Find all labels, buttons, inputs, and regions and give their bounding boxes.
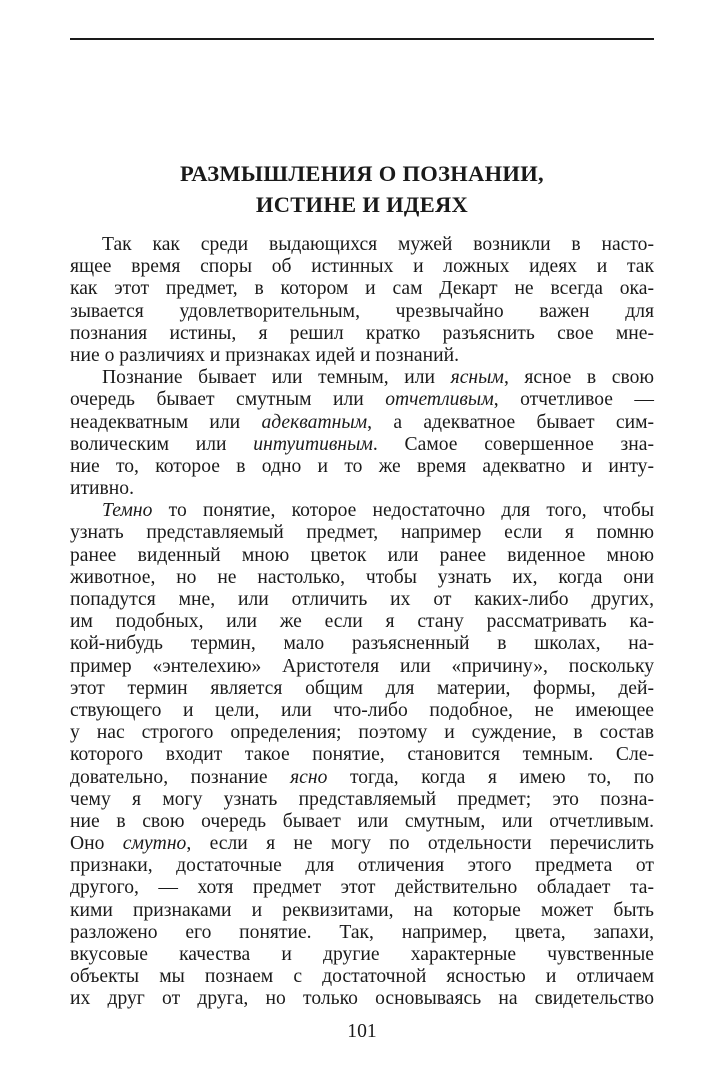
text-run: тогда, когда я имею то, по (327, 766, 654, 788)
text-run: очередь бывает смутным или (70, 389, 386, 411)
text-run: довательно, познание (70, 766, 291, 788)
text-run: Познание бывает или темным, или (102, 367, 451, 389)
top-rule (70, 38, 654, 40)
text-line: ранее виденный мною цветок или ранее виденное мною (70, 544, 654, 566)
text-line: ние в свою очередь бывает или смутным, или отчетливым. (70, 810, 654, 832)
text-run: , отчетливое — (493, 389, 654, 411)
paragraph (70, 500, 654, 1010)
text-line: ствующего и цели, или что-либо подобное, не имеющее (70, 699, 654, 721)
text-line (70, 500, 654, 522)
text-line: объекты мы познаем с достаточной ясностью и отличаем (70, 966, 654, 988)
text-line: как этот предмет, в котором и сам Декарт не всегда ока- (70, 278, 654, 300)
chapter-title-line-2: ИСТИНЕ И ИДЕЯХ (255, 192, 469, 217)
text-line: им подобных, или же если я стану рассматривать ка- (70, 611, 654, 633)
text-line: вкусовые качества и другие характерные чувственные (70, 944, 654, 965)
emphasized-term: Темно (102, 500, 153, 522)
chapter-title-line-1: РАЗМЫШЛЕНИЯ О ПОЗНАНИИ, (180, 161, 544, 186)
text-line: ящее время споры об истинных и ложных идеях и так (70, 256, 654, 278)
emphasized-term: интуитивным (253, 433, 373, 455)
text-run: , ясное в свою (503, 367, 654, 389)
text-line: узнать представляемый предмет, например если я помню (70, 522, 654, 544)
text-line: которого входит такое понятие, становится темным. Сле- (70, 744, 654, 766)
paragraph (70, 234, 654, 367)
text-run: волическим или (70, 433, 254, 455)
text-line (70, 389, 654, 411)
text-line: животное, но не настолько, чтобы узнать их, когда они (70, 566, 654, 588)
page-number: 101 (347, 1021, 377, 1042)
emphasized-term: смутно (122, 833, 187, 855)
text-line (70, 367, 654, 389)
text-line: зывается удовлетворительным, чрезвычайно важен для (70, 300, 654, 322)
text-line: Так как среди выдающихся мужей возникли в насто- (102, 234, 654, 255)
text-line: кими признаками и реквизитами, на которые может быть (70, 899, 654, 921)
text-line: итивно. (70, 478, 134, 500)
text-line: пример «энтелехию» Аристотеля или «причину», поскольку (70, 655, 654, 677)
body-text (70, 234, 654, 1011)
text-line: ние то, которое в одно и то же время адекватно и инту- (70, 455, 654, 477)
emphasized-term: ясно (290, 766, 328, 788)
text-run: . Самое совершенное зна- (372, 433, 654, 455)
text-line: познания истины, я решил кратко разъяснить свое мне- (70, 322, 654, 344)
text-run: то понятие, которое недостаточно для того, чтобы (152, 500, 654, 522)
text-line (70, 833, 654, 855)
text-line: кой-нибудь термин, мало разъясненный в школах, на- (70, 633, 654, 655)
text-line: признаки, достаточные для отличения этого предмета от (70, 855, 654, 877)
text-line: попадутся мне, или отличить их от каких-либо других, (70, 589, 654, 610)
text-line: ние о различиях и признаках идей и познаний. (70, 344, 459, 366)
chapter-title (70, 158, 654, 220)
text-run: Оно (70, 833, 123, 855)
text-run: , если я не могу по отдельности перечислить (186, 833, 654, 855)
text-line (70, 767, 654, 789)
text-line: их друг от друга, но только основываясь на свидетельство (70, 988, 654, 1010)
text-line (70, 434, 654, 456)
text-run: , а адекватное бывает сим- (367, 411, 654, 433)
emphasized-term: ясным (450, 367, 504, 389)
text-line: другого, — хотя предмет этот действительно обладает та- (70, 877, 654, 899)
emphasized-term: адекватным (261, 411, 368, 433)
text-run: неадекватным или (70, 411, 262, 433)
text-line: чему я могу узнать представляемый предмет; это позна- (70, 788, 654, 810)
text-line: этот термин является общим для материи, формы, дей- (70, 677, 654, 699)
paragraph (70, 367, 654, 500)
emphasized-term: отчетливым (385, 389, 494, 411)
text-line (70, 412, 654, 434)
text-line: разложено его понятие. Так, например, цвета, запахи, (70, 921, 654, 943)
text-line: у нас строгого определения; поэтому и суждение, в состав (70, 722, 654, 744)
